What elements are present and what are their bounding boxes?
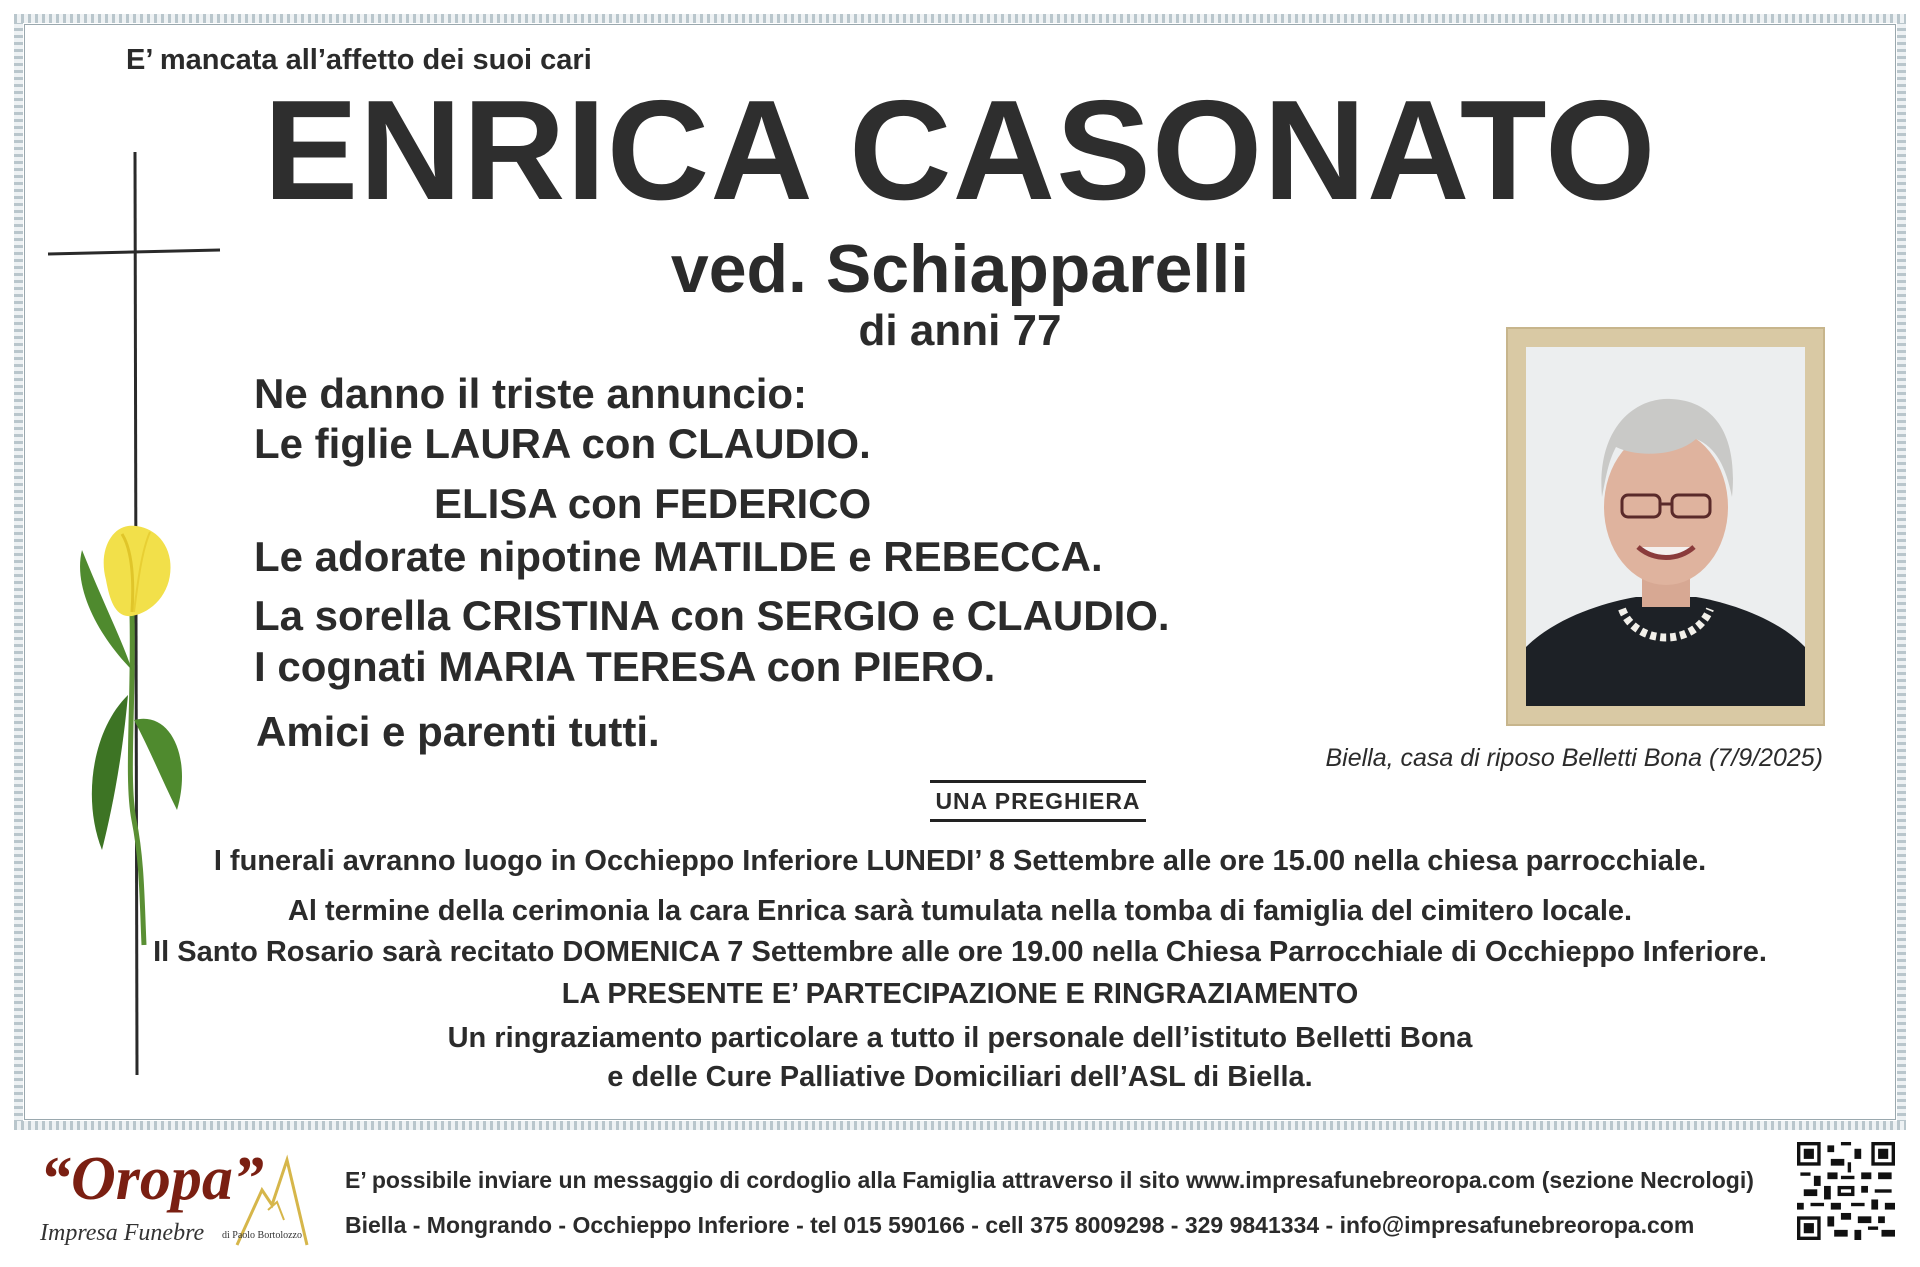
qr-code-icon[interactable] — [1797, 1142, 1895, 1240]
condolence-info: E’ possibile inviare un messaggio di cordoglio alla Famiglia attraverso il sito www.impresafunebreoropa.com (sezione Necrologi) — [345, 1167, 1754, 1193]
family-line: La sorella CRISTINA con SERGIO e CLAUDIO. — [254, 592, 1170, 639]
deceased-name: ENRICA CASONATO — [263, 71, 1657, 230]
logo-name: “Oropa” — [40, 1145, 264, 1213]
photo-caption: Biella, casa di riposo Belletti Bona (7/9/2025) — [1325, 744, 1823, 772]
prayer-link[interactable]: UNA PREGHIERA — [930, 780, 1146, 822]
intro-line: E’ mancata all’affetto dei suoi cari — [126, 44, 592, 76]
family-line: Amici e parenti tutti. — [256, 708, 660, 755]
contact-info: Biella - Mongrando - Occhieppo Inferiore - tel 015 590166 - cell 375 8009298 - 329 9841334 - info@impresafunebreoropa.com — [345, 1212, 1695, 1238]
funeral-line: I funerali avranno luogo in Occhieppo Inferiore LUNEDI’ 8 Settembre alle ore 15.00 nella chiesa parrocchiale. — [213, 845, 1707, 877]
funeral-line: Il Santo Rosario sarà recitato DOMENICA 7 Settembre alle ore 19.00 nella Chiesa Parrocchiale di Occhieppo Inferiore. — [153, 936, 1767, 968]
family-line: Ne danno il triste annuncio: — [254, 370, 808, 417]
funeral-line: Un ringraziamento particolare a tutto il personale dell’istituto Belletti Bona — [447, 1022, 1473, 1054]
funeral-line: LA PRESENTE E’ PARTECIPAZIONE E RINGRAZIAMENTO — [561, 978, 1359, 1010]
family-line: Le adorate nipotine MATILDE e REBECCA. — [254, 533, 1103, 580]
family-line: ELISA con FEDERICO — [434, 480, 872, 527]
funeral-home-logo — [22, 1138, 322, 1258]
funeral-line: e delle Cure Palliative Domiciliari dell’ASL di Biella. — [607, 1061, 1313, 1093]
married-name: ved. Schiapparelli — [670, 231, 1250, 307]
logo-owner: di Paolo Bortolozzo — [222, 1230, 302, 1241]
age-line: di anni 77 — [858, 306, 1062, 355]
funeral-line: Al termine della cerimonia la cara Enrica sarà tumulata nella tomba di famiglia del cimitero locale. — [287, 895, 1633, 927]
family-line: I cognati MARIA TERESA con PIERO. — [254, 643, 996, 690]
portrait-photo — [1508, 329, 1823, 724]
tulip-icon — [62, 520, 192, 950]
logo-subtitle: Impresa Funebre — [40, 1220, 205, 1246]
family-line: Le figlie LAURA con CLAUDIO. — [254, 420, 871, 467]
